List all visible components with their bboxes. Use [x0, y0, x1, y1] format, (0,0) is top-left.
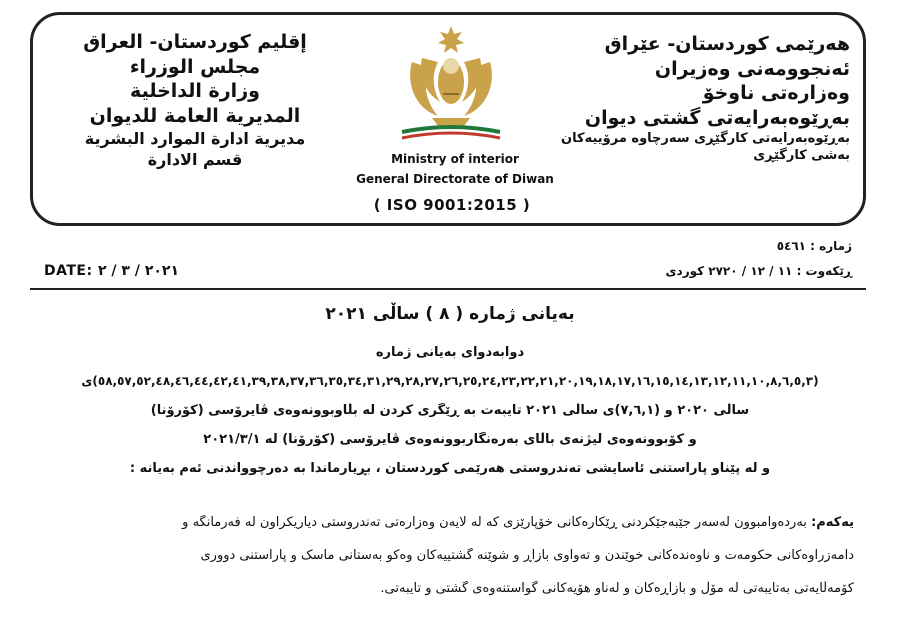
kurdish-admin-section: بەشی کارگێڕی: [753, 147, 850, 163]
bulletin-numbers-line: (٥٨,٥٧,٥٢,٤٨,٤٦,٤٤,٤٢,٤١,٣٩,٣٨,٣٧,٣٦,٣٥,٣٤,٣١,٢٩,٢٨,٢٧,٢٦,٢٥,٢٤,٢٣,٢٢,٢١,٢٠,١٩,١٨,١٧,١٦,١٥,١٤,١٣,١٢,١١,١٠,٨,٦,٥,٣)ی: [81, 374, 819, 388]
kurdish-region: هەرێمی کوردستان- عێراق: [604, 33, 850, 55]
arabic-directorate: المديرية العامة للديوان: [89, 105, 301, 128]
reference-number: ژمارە : ٥٤٦١: [776, 239, 852, 253]
kurdish-hr-directorate: بەڕێوەبەرایەتی کارگێڕی سەرچاوە مرۆییەکان: [561, 130, 850, 146]
first-clause-label: یەکەم:: [811, 515, 854, 530]
body-intro-line: دوابەدوای بەیانی ژمارە: [375, 345, 525, 360]
arabic-ministry: وزارة الداخلية: [130, 80, 260, 103]
kurdish-council: ئەنجوومەنی وەزیران: [654, 57, 850, 80]
bulletin-title: بەیانی ژمارە ( ٨ ) ساڵی ٢٠٢١: [325, 304, 575, 324]
arabic-region: إقليم كوردستان- العراق: [83, 31, 307, 53]
first-clause-line-1: [44, 515, 854, 530]
body-line-decision: و لە پێناو پاراستنی ئاسایشی تەندروستی هەرێمی کوردستان ، بڕیارماندا بە دەرچوواندنی ئەم بەیانە :: [129, 461, 771, 476]
kurdistan-emblem-icon: [392, 22, 510, 142]
date-label: DATE:: [44, 263, 93, 279]
arabic-letterhead: [70, 30, 320, 170]
english-directorate-name: General Directorate of Diwan: [356, 172, 554, 186]
date-value: ٢٠٢١ / ٣ / ٢: [97, 263, 179, 279]
header-divider: [30, 288, 866, 290]
iso-certification: ( ISO 9001:2015 ): [373, 196, 531, 214]
english-ministry-name: Ministry of interior: [391, 152, 519, 166]
kurdish-letterhead: [561, 32, 850, 165]
arabic-council: مجلس الوزراء: [129, 55, 261, 78]
arabic-admin-section: قسم الادارة: [147, 149, 243, 169]
first-clause-text: بەردەوامبوون لەسەر جێبەجێکردنی ڕێکارەکانی خۆپارێزی کە لە لایەن وەزارەتی تەندروستی دیاریکراون لە فەرمانگە و: [182, 515, 812, 530]
first-clause-line-3: کۆمەڵایەتی بەتایبەتی لە مۆڵ و بازاڕەکان و لەناو هۆیەکانی گواستنەوەی گشتی و تایبەتی.: [380, 581, 854, 596]
first-clause-line-2: دامەزراوەکانی حکومەت و ناوەندەکانی خوێندن و تەواوی بازاڕ و شوێنە گشتییەکان وەکو بەستانی ماسک و پاراستنی دووری: [200, 548, 854, 563]
kurdish-ministry: وەزارەتی ناوخۆ: [702, 82, 850, 105]
kurdish-directorate: بەڕێوەبەرایەتی گشتی دیوان: [584, 107, 850, 130]
body-line-covid-prevention: ساڵی ٢٠٢٠ و (٧,٦,١)ی ساڵی ٢٠٢١ تایبەت بە ڕێگری کردن لە بڵاوبوونەوەی ڤایرۆسی (کۆرۆنا): [150, 403, 750, 418]
arabic-hr-directorate: مديرية ادارة الموارد البشرية: [84, 128, 306, 148]
kurdish-date: ڕێکەوت : ١١ / ١٢ / ٢٧٢٠ کوردی: [665, 264, 852, 278]
gregorian-date: [44, 263, 179, 279]
body-line-committee: و کۆبوونەوەی لیژنەی باڵای بەرەنگاربوونەوەی ڤایرۆسی (کۆرۆنا) لە ٢٠٢١/٣/١: [203, 432, 697, 447]
